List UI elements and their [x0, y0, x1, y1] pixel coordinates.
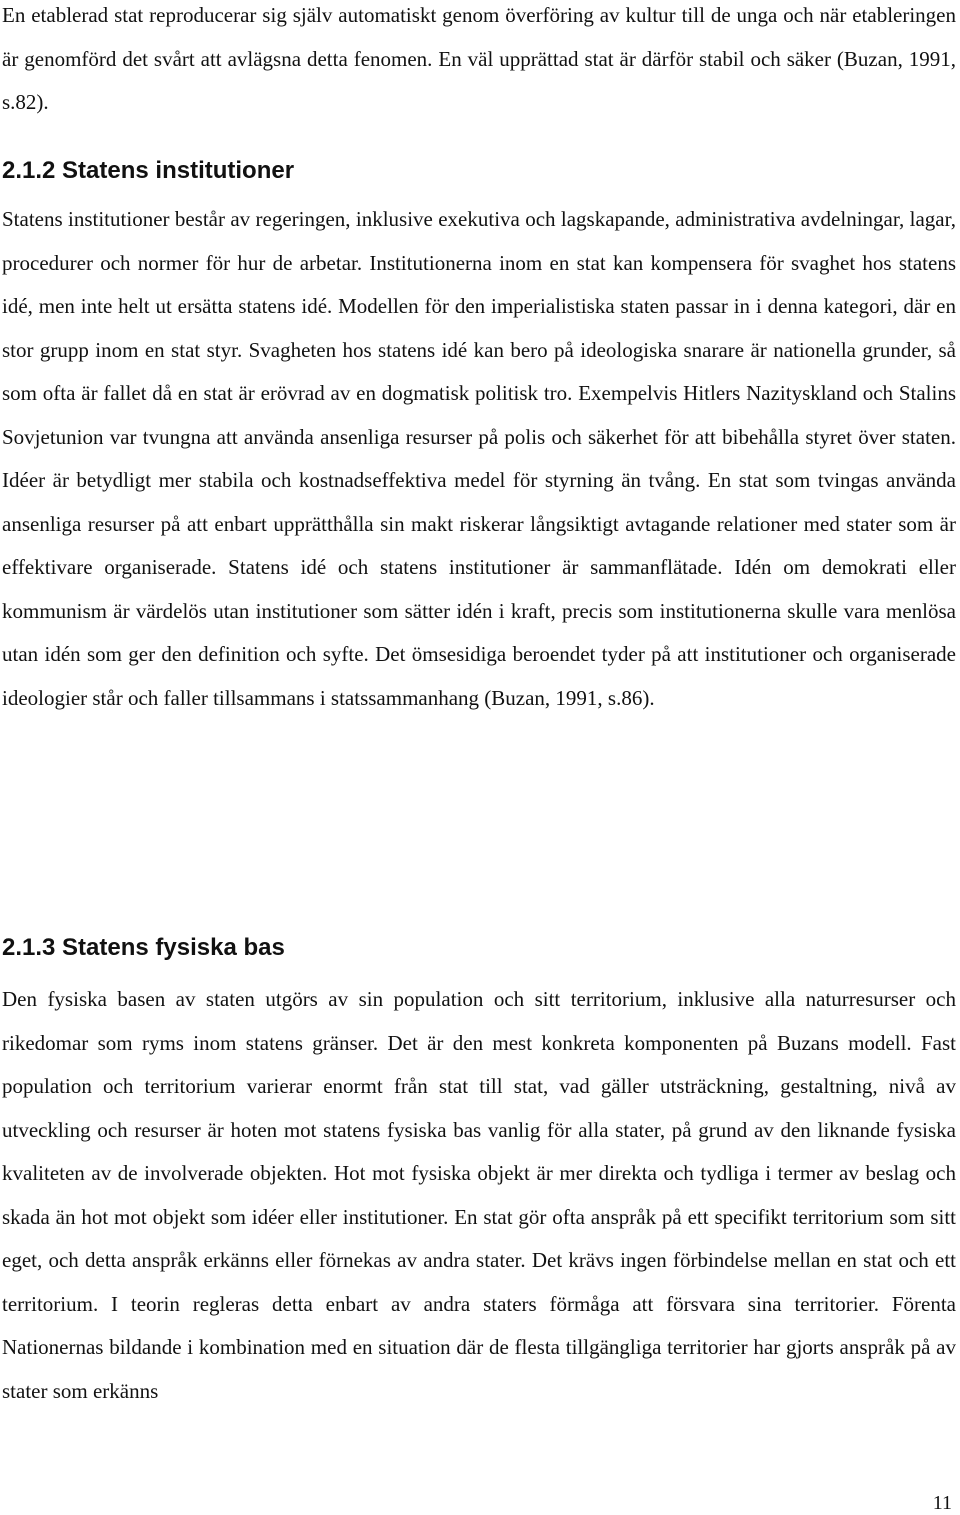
section-heading-statens-fysiska-bas: 2.1.3 Statens fysiska bas — [2, 934, 285, 961]
page-number: 11 — [932, 1492, 952, 1514]
section-paragraph-statens-fysiska-bas: Den fysiska basen av staten utgörs av sin population och sitt territorium, inklusive alla naturresurser och rikedomar som ryms inom statens gränser. Det är den mest konkreta komponenten på Buzans modell. Fast population och territorium varierar enormt från stat till stat, vad gäller utsträckning, gestaltning, nivå av utveckling och resurser är hoten mot statens fysiska bas vanlig för alla stater, på grund av den liknande fysiska kvaliteten av de involverade objekten. Hot mot fysiska objekt är mer direkta och tydliga i termer av beslag och skada än hot mot objekt som idéer eller institutioner. En stat gör ofta anspråk på ett specifikt territorium som sitt eget, och detta anspråk erkänns eller förnekas av andra stater. Det krävs ingen förbindelse mellan en stat och ett territorium. I teorin regleras detta enbart av andra staters förmåga att försvara sina territorier. Förenta Nationernas bildande i kombination med en situation där de flesta tillgängliga territorier har gjorts anspråk på av stater som erkänns — [2, 987, 956, 1403]
intro-paragraph: En etablerad stat reproducerar sig själv automatiskt genom överföring av kultur till de unga och när etableringen är genomförd det svårt att avlägsna detta fenomen. En väl upprättad stat är därför stabil och säker (Buzan, 1991, s.82). — [2, 3, 956, 114]
section-heading-statens-institutioner: 2.1.2 Statens institutioner — [2, 157, 295, 184]
section-paragraph-statens-institutioner: Statens institutioner består av regeringen, inklusive exekutiva och lagskapande, administrativa avdelningar, lagar, procedurer och normer för hur de arbetar. Institutionerna inom en stat kan kompensera för svaghet hos statens idé, men inte helt ut ersätta statens idé. Modellen för den imperialistiska staten passar in i denna kategori, där en stor grupp inom en stat styr. Svagheten hos statens idé kan bero på ideologiska snarare är nationella grunder, så som ofta är fallet då en stat är erövrad av en dogmatisk politisk tro. Exempelvis Hitlers Nazityskland och Stalins Sovjetunion var tvungna att använda ansenliga resurser på polis och säkerhet för att bibehålla styret över staten. Idéer är betydligt mer stabila och kostnadseffektiva medel för styrning än tvång. En stat som tvingas använda ansenliga resurser på att enbart upprätthålla sin makt riskerar långsiktigt avtagande relationer med stater som är effektivare organiserade. Statens idé och statens institutioner är sammanflätade. Idén om demokrati eller kommunism är värdelös utan institutioner som sätter idén i kraft, precis som institutionerna skulle vara menlösa utan idén som ger den definition och syfte. Det ömsesidiga beroendet tyder på att institutioner och organiserade ideologier står och faller tillsammans i statssammanhang (Buzan, 1991, s.86). — [2, 207, 956, 710]
